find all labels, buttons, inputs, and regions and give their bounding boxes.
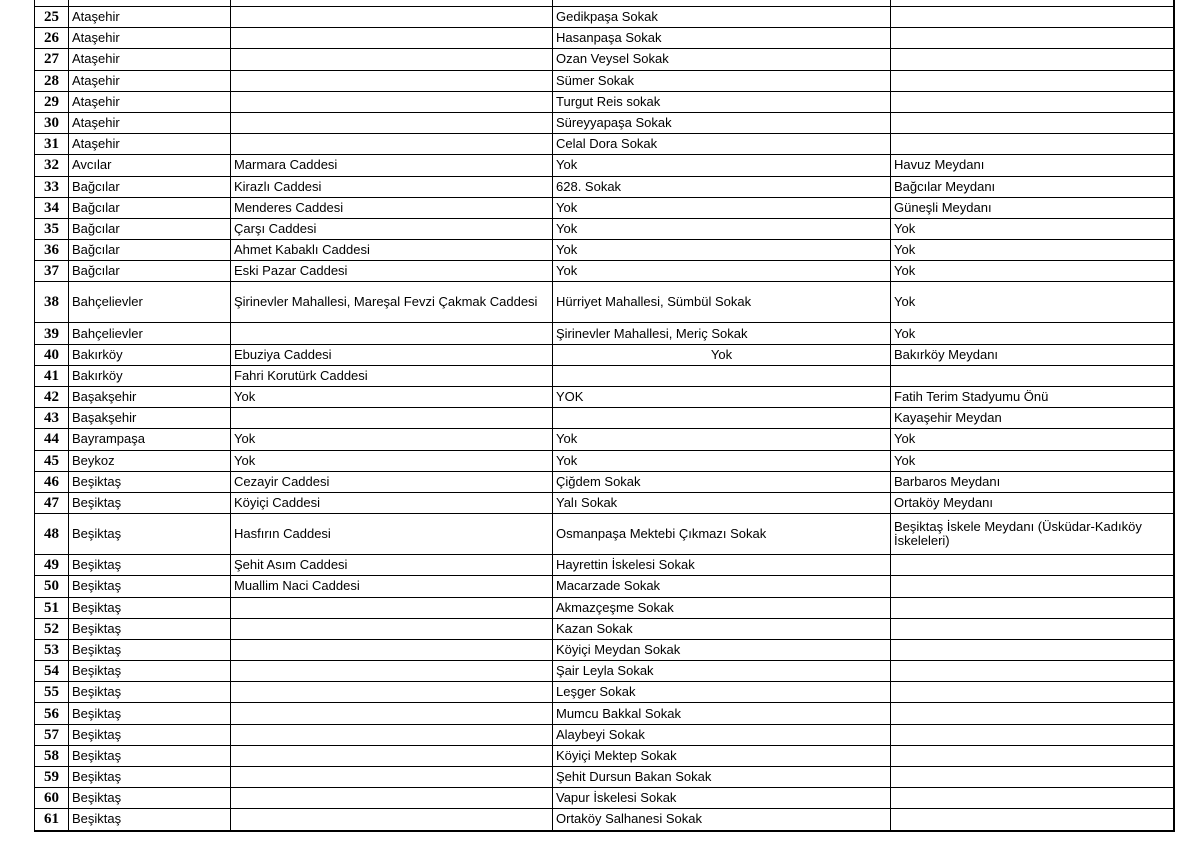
cell-square	[891, 134, 1174, 155]
cell-district: Beşiktaş	[69, 682, 231, 703]
table-row	[35, 365, 1174, 386]
table-row	[35, 745, 1174, 766]
table-row	[35, 788, 1174, 809]
cell-district: Bakırköy	[69, 344, 231, 365]
cell-district: Ataşehir	[69, 70, 231, 91]
cell-avenue: Eski Pazar Caddesi	[231, 261, 553, 282]
cell-district: Bağcılar	[69, 218, 231, 239]
cell-no: 53	[35, 639, 69, 660]
cell-street: Yok	[553, 155, 891, 176]
cell-street: Şair Leyla Sokak	[553, 661, 891, 682]
cell-street: Vapur İskelesi Sokak	[553, 788, 891, 809]
cell-district: Başakşehir	[69, 387, 231, 408]
cell-street: Mumcu Bakkal Sokak	[553, 703, 891, 724]
table-row	[35, 703, 1174, 724]
cell-district: Beşiktaş	[69, 514, 231, 555]
cell-no: 45	[35, 450, 69, 471]
cell-no: 31	[35, 134, 69, 155]
cell-district: Beşiktaş	[69, 492, 231, 513]
cell-square	[891, 555, 1174, 576]
cell-avenue	[231, 91, 553, 112]
cell-no: 55	[35, 682, 69, 703]
cell-no: 44	[35, 429, 69, 450]
cell-avenue	[231, 618, 553, 639]
cell-avenue: Şirinevler Mahallesi, Mareşal Fevzi Çakmak Caddesi	[231, 282, 553, 323]
cell-street: Yok	[553, 218, 891, 239]
cell-no: 43	[35, 408, 69, 429]
cell-square	[891, 7, 1174, 28]
cell-no: 47	[35, 492, 69, 513]
cell-district: Beşiktaş	[69, 724, 231, 745]
cell-avenue	[231, 134, 553, 155]
cell-square	[891, 365, 1174, 386]
cell-square: Yok	[891, 218, 1174, 239]
cell-district: Beşiktaş	[69, 639, 231, 660]
table-row	[35, 661, 1174, 682]
cell-district: Ataşehir	[69, 49, 231, 70]
cell-street: Yok	[553, 240, 891, 261]
cell-no: 34	[35, 197, 69, 218]
cell-avenue	[231, 661, 553, 682]
cell-district: Bağcılar	[69, 261, 231, 282]
cell-street: Gedikpaşa Sokak	[553, 7, 891, 28]
cell-square: Güneşli Meydanı	[891, 197, 1174, 218]
cell-street: Şehit Dursun Bakan Sokak	[553, 767, 891, 788]
cell-square	[891, 91, 1174, 112]
cell-no: 25	[35, 7, 69, 28]
cell-street: 628. Sokak	[553, 176, 891, 197]
cell-district: Başakşehir	[69, 408, 231, 429]
cell-no: 48	[35, 514, 69, 555]
cell-square	[891, 618, 1174, 639]
cell-square	[891, 49, 1174, 70]
cell-avenue	[231, 49, 553, 70]
cell-district: Ataşehir	[69, 28, 231, 49]
cell-avenue: Cezayir Caddesi	[231, 471, 553, 492]
table-row	[35, 492, 1174, 513]
cell-avenue: Hasfırın Caddesi	[231, 514, 553, 555]
cell-street: Yok	[553, 197, 891, 218]
cell-no: 36	[35, 240, 69, 261]
cell-square	[891, 661, 1174, 682]
cell-district: Beykoz	[69, 450, 231, 471]
cell-no: 52	[35, 618, 69, 639]
cell-square	[891, 112, 1174, 133]
cell-street: Turgut Reis sokak	[553, 91, 891, 112]
cell-square: Beşiktaş İskele Meydanı (Üsküdar-Kadıköy İskeleleri)	[891, 514, 1174, 555]
cell-no: 41	[35, 365, 69, 386]
cell-no: 32	[35, 155, 69, 176]
cell-avenue	[231, 597, 553, 618]
cell-avenue: Ebuziya Caddesi	[231, 344, 553, 365]
cell-avenue: Yok	[231, 429, 553, 450]
cell-square	[891, 28, 1174, 49]
cell-street: Osmanpaşa Mektebi Çıkmazı Sokak	[553, 514, 891, 555]
table-row	[35, 639, 1174, 660]
cell-no: 46	[35, 471, 69, 492]
cell-square: Fatih Terim Stadyumu Önü	[891, 387, 1174, 408]
cell-no: 51	[35, 597, 69, 618]
table-row	[35, 176, 1174, 197]
cell-avenue	[231, 703, 553, 724]
cell-avenue	[231, 323, 553, 344]
cell-square	[891, 788, 1174, 809]
cell-no: 29	[35, 91, 69, 112]
table-row	[35, 387, 1174, 408]
cell-avenue: Yok	[231, 450, 553, 471]
table-row	[35, 450, 1174, 471]
cell-avenue	[231, 745, 553, 766]
cell-street	[553, 408, 891, 429]
cell-district: Beşiktaş	[69, 661, 231, 682]
table-row	[35, 408, 1174, 429]
cell-avenue: Çarşı Caddesi	[231, 218, 553, 239]
cell-district: Ataşehir	[69, 91, 231, 112]
street-list-table	[34, 0, 1175, 832]
table-row	[35, 429, 1174, 450]
cell-square	[891, 70, 1174, 91]
cell-district: Avcılar	[69, 155, 231, 176]
cell-avenue: Marmara Caddesi	[231, 155, 553, 176]
cell-avenue: Menderes Caddesi	[231, 197, 553, 218]
cell-square: Barbaros Meydanı	[891, 471, 1174, 492]
cell-street: Hayrettin İskelesi Sokak	[553, 555, 891, 576]
cell-square: Bağcılar Meydanı	[891, 176, 1174, 197]
cell-square	[891, 682, 1174, 703]
cell-district: Bağcılar	[69, 176, 231, 197]
cell-square	[891, 724, 1174, 745]
cell-no: 35	[35, 218, 69, 239]
cell-street: Sümer Sokak	[553, 70, 891, 91]
cell-no: 60	[35, 788, 69, 809]
cell-no: 42	[35, 387, 69, 408]
cell-district: Beşiktaş	[69, 597, 231, 618]
table-row	[35, 240, 1174, 261]
cell-street: Hasanpaşa Sokak	[553, 28, 891, 49]
cell-square	[891, 767, 1174, 788]
table-row	[35, 49, 1174, 70]
table-row	[35, 809, 1174, 831]
cell-district: Bahçelievler	[69, 282, 231, 323]
cell-street: Leşger Sokak	[553, 682, 891, 703]
cell-no: 61	[35, 809, 69, 831]
cell-no: 33	[35, 176, 69, 197]
cell-street: Yalı Sokak	[553, 492, 891, 513]
cell-street: Süreyyapaşa Sokak	[553, 112, 891, 133]
cell-no: 37	[35, 261, 69, 282]
cell-street: Köyiçi Meydan Sokak	[553, 639, 891, 660]
table-row	[35, 70, 1174, 91]
cell-street: Şirinevler Mahallesi, Meriç Sokak	[553, 323, 891, 344]
cell-avenue	[231, 809, 553, 831]
table-row	[35, 618, 1174, 639]
cell-avenue: Muallim Naci Caddesi	[231, 576, 553, 597]
cell-no: 27	[35, 49, 69, 70]
table-row	[35, 282, 1174, 323]
cell-street: Yok	[553, 429, 891, 450]
cell-no: 59	[35, 767, 69, 788]
cell-square: Yok	[891, 450, 1174, 471]
cell-street: Yok	[553, 450, 891, 471]
cell-street: Ozan Veysel Sokak	[553, 49, 891, 70]
cell-district: Beşiktaş	[69, 809, 231, 831]
cell-square: Yok	[891, 429, 1174, 450]
cell-avenue	[231, 767, 553, 788]
cell-square: Ortaköy Meydanı	[891, 492, 1174, 513]
table-row	[35, 682, 1174, 703]
cell-square	[891, 576, 1174, 597]
cell-square	[891, 745, 1174, 766]
cell-street: Kazan Sokak	[553, 618, 891, 639]
cell-street: Köyiçi Mektep Sokak	[553, 745, 891, 766]
cell-no: 39	[35, 323, 69, 344]
table-row	[35, 576, 1174, 597]
cell-square	[891, 703, 1174, 724]
cell-square	[891, 809, 1174, 831]
cell-avenue	[231, 682, 553, 703]
cell-square	[891, 639, 1174, 660]
cell-district: Beşiktaş	[69, 618, 231, 639]
cell-district: Beşiktaş	[69, 576, 231, 597]
cell-avenue: Fahri Korutürk Caddesi	[231, 365, 553, 386]
table-row	[35, 7, 1174, 28]
cell-no: 56	[35, 703, 69, 724]
cell-district: Bahçelievler	[69, 323, 231, 344]
cell-avenue	[231, 7, 553, 28]
cell-avenue: Şehit Asım Caddesi	[231, 555, 553, 576]
cell-no: 58	[35, 745, 69, 766]
cell-district: Bayrampaşa	[69, 429, 231, 450]
cell-district: Beşiktaş	[69, 703, 231, 724]
table-row	[35, 112, 1174, 133]
cell-square: Kayaşehir Meydan	[891, 408, 1174, 429]
cell-avenue	[231, 788, 553, 809]
cell-square: Yok	[891, 323, 1174, 344]
table-row	[35, 91, 1174, 112]
cell-avenue: Ahmet Kabaklı Caddesi	[231, 240, 553, 261]
table-row	[35, 323, 1174, 344]
table-row	[35, 134, 1174, 155]
cell-district: Beşiktaş	[69, 788, 231, 809]
cell-street: Hürriyet Mahallesi, Sümbül Sokak	[553, 282, 891, 323]
cell-district: Beşiktaş	[69, 745, 231, 766]
cell-no: 28	[35, 70, 69, 91]
cell-district: Bağcılar	[69, 197, 231, 218]
cell-no: 40	[35, 344, 69, 365]
table-body	[35, 0, 1174, 831]
cell-street: Macarzade Sokak	[553, 576, 891, 597]
cell-avenue	[231, 70, 553, 91]
table-row	[35, 555, 1174, 576]
table-row	[35, 218, 1174, 239]
cell-street: Ortaköy Salhanesi Sokak	[553, 809, 891, 831]
cell-avenue	[231, 408, 553, 429]
table-row	[35, 597, 1174, 618]
cell-no: 30	[35, 112, 69, 133]
cell-avenue: Köyiçi Caddesi	[231, 492, 553, 513]
table-row	[35, 514, 1174, 555]
cell-avenue	[231, 724, 553, 745]
cell-street	[553, 365, 891, 386]
cell-avenue: Kirazlı Caddesi	[231, 176, 553, 197]
cell-no: 57	[35, 724, 69, 745]
cell-district: Ataşehir	[69, 7, 231, 28]
cell-street: Celal Dora Sokak	[553, 134, 891, 155]
cell-district: Ataşehir	[69, 112, 231, 133]
cell-square: Havuz Meydanı	[891, 155, 1174, 176]
cell-district: Ataşehir	[69, 134, 231, 155]
cell-district: Beşiktaş	[69, 767, 231, 788]
cell-street: YOK	[553, 387, 891, 408]
cell-avenue	[231, 112, 553, 133]
table-row	[35, 344, 1174, 365]
table-row	[35, 471, 1174, 492]
cell-square: Yok	[891, 282, 1174, 323]
cell-no: 49	[35, 555, 69, 576]
cell-district: Bağcılar	[69, 240, 231, 261]
table-row	[35, 28, 1174, 49]
cell-street: Çiğdem Sokak	[553, 471, 891, 492]
cell-square	[891, 597, 1174, 618]
cell-avenue: Yok	[231, 387, 553, 408]
cell-no: 50	[35, 576, 69, 597]
cell-avenue	[231, 639, 553, 660]
cell-avenue	[231, 28, 553, 49]
table-row	[35, 155, 1174, 176]
cell-street: Yok	[553, 261, 891, 282]
cell-square: Yok	[891, 240, 1174, 261]
cell-no: 38	[35, 282, 69, 323]
table-row	[35, 767, 1174, 788]
cell-street: Alaybeyi Sokak	[553, 724, 891, 745]
cell-district: Beşiktaş	[69, 555, 231, 576]
table-row	[35, 197, 1174, 218]
cell-no: 54	[35, 661, 69, 682]
cell-district: Bakırköy	[69, 365, 231, 386]
cell-square: Bakırköy Meydanı	[891, 344, 1174, 365]
cell-square: Yok	[891, 261, 1174, 282]
table-row	[35, 261, 1174, 282]
cell-street: Yok	[553, 344, 891, 365]
table-row	[35, 724, 1174, 745]
cell-no: 26	[35, 28, 69, 49]
cell-street: Akmazçeşme Sokak	[553, 597, 891, 618]
cell-district: Beşiktaş	[69, 471, 231, 492]
